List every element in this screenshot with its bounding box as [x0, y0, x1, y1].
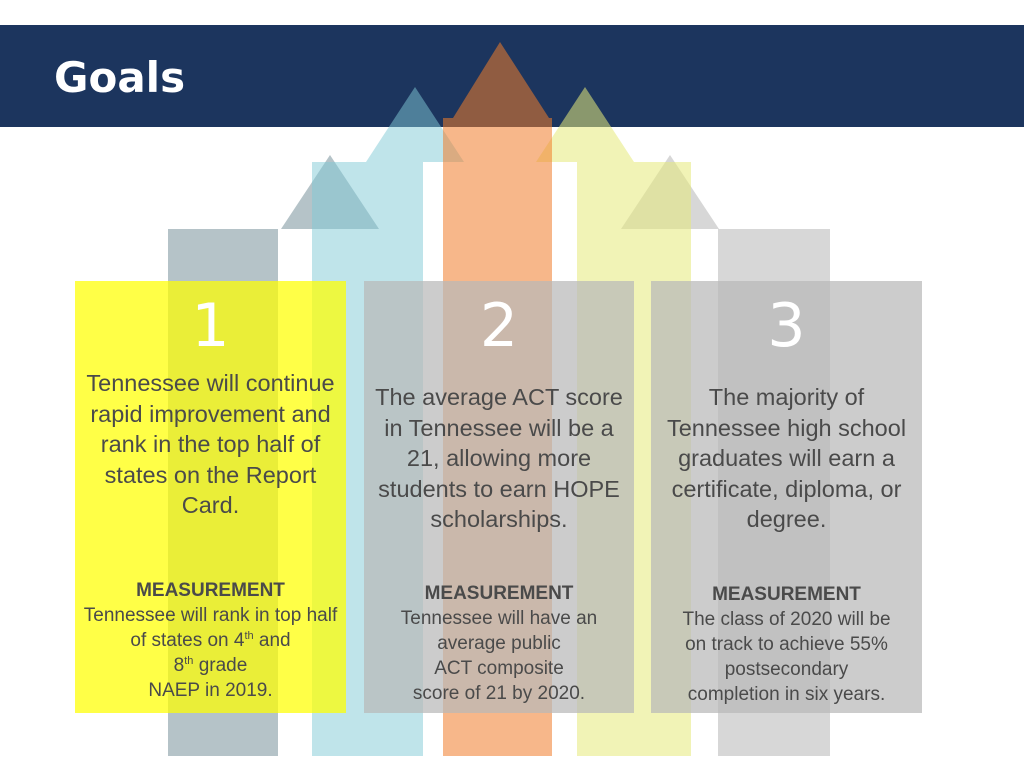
goal-text: The majority of Tennessee high school graduates will earn a certificate, diploma, or degree. [666, 384, 907, 532]
goal-card-3 [651, 281, 922, 713]
measurement-line: postsecondary [724, 659, 849, 680]
measurement-text-part: NAEP in 2019. [148, 680, 273, 701]
measurement-text-part: 8 [173, 655, 185, 676]
superscript: th [244, 630, 254, 642]
superscript: th [184, 655, 194, 667]
goal-number: 3 [767, 291, 806, 361]
goal-card-2 [364, 281, 634, 713]
measurement-line: The class of 2020 will be [682, 609, 891, 630]
measurement-line: score of 21 by 2020. [412, 683, 586, 704]
measurement-line: average public [437, 633, 561, 654]
goal-text: Tennessee will continue rapid improvement and rank in the top half of states on the Report Card. [86, 370, 335, 518]
measurement-line: ACT composite [434, 658, 564, 679]
goal-card-1 [75, 281, 346, 713]
measurement-text-part: grade [193, 655, 248, 676]
page-title: Goals [54, 53, 186, 102]
measurement-label: MEASUREMENT [424, 583, 574, 604]
measurement-label: MEASUREMENT [136, 580, 285, 601]
measurement-line: Tennessee will have an [400, 608, 598, 629]
measurement-block [79, 578, 342, 703]
goal-number: 1 [191, 291, 230, 361]
measurement-block [655, 582, 918, 707]
measurement-label: MEASUREMENT [712, 584, 861, 605]
measurement-block [368, 581, 630, 706]
measurement-line: completion in six years. [687, 684, 886, 705]
measurement-text-part: Tennessee will rank in top half of states on 4 [83, 605, 338, 651]
measurement-text-part: and [253, 630, 291, 651]
goal-number: 2 [479, 291, 519, 361]
goal-text: The average ACT score in Tennessee will be a 21, allowing more students to earn HOPE scholarships. [375, 384, 623, 532]
measurement-line: on track to achieve 55% [685, 634, 888, 655]
measurement-text [84, 605, 337, 701]
